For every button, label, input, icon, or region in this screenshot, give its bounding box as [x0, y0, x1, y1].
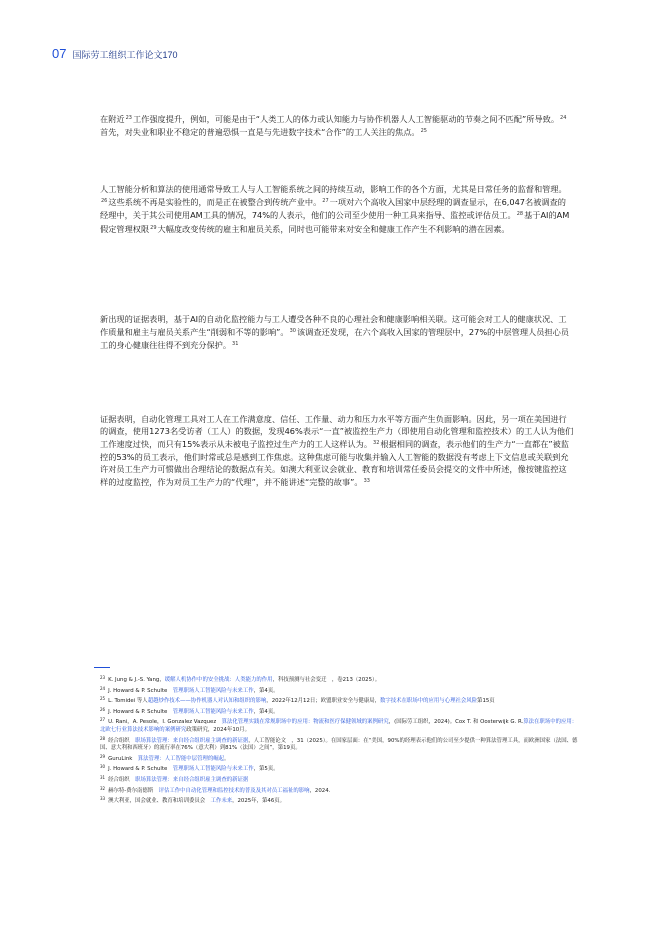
citation-link[interactable]: 职场算法管理：来自经合组织雇主调查的新证据: [135, 776, 249, 783]
page-number: 07: [52, 46, 67, 61]
footnote-ref[interactable]: 30: [289, 328, 296, 335]
citation-link[interactable]: 算法管理：人工智能中层管理的崛起: [137, 755, 225, 762]
running-title: 国际劳工组织工作论文170: [72, 50, 178, 60]
footnote-ref[interactable]: 31: [232, 341, 239, 348]
citation-link[interactable]: 职场算法管理：来自经合组织雇主调查的新证据: [135, 737, 249, 744]
citation-link[interactable]: 管理职场人工智能风险与未来工作: [172, 708, 254, 715]
citation-link[interactable]: 算法化管理实践在常规职场中的应用：物流和医疗保健领域的案例研究: [221, 719, 389, 726]
footnote-ref[interactable]: 28: [516, 211, 524, 218]
footnote: $^{24}$ J. Howard & P. Schulte 管理职场人工智能风险与未来工作，第4页。: [100, 685, 279, 694]
footnote-ref[interactable]: 33: [363, 478, 370, 485]
citation-link[interactable]: 算法在职场中的应用：北欧七行业算法技术影响的案例研究: [100, 719, 578, 733]
footnote: $^{30}$ J. Howard & P. Schulte 管理职场人工智能风险与未来工作，第5页。: [100, 764, 279, 773]
footnote-ref[interactable]: 25: [420, 128, 427, 135]
footnote: $^{27}$ U. Rani，A. Pesole，I. Gonzalez Vazquez 算法化管理实践在常规职场中的应用：物流和医疗保健领域的案例研究，(国际劳工组织，2024)。Cox T. 和 Oosterwijk G. R.算法在职场中的应用：北欧七行业算法技术影响的案例研究政策研究，2024年10月。: [100, 717, 578, 733]
paragraph-2: 人工智能分析和算法的使用通常导致工人与人工智能系统之间的持续互动，影响工作的各个方面，尤其是日常任务的监督和管理。$^{26}$这些系统不再是实验性的，而是正在被整合到传统产业中。$^{27}$一项对六个高收入国家中层经理的调查显示，在6,047名被调查的经理中，关于其公司使用AM工具的情况，74%的人表示，他们的公司至少使用一种工具来指导、监控或评估员工。$^{28}$基于AI的AM假定管理权限$^{29}$大幅度改变传统的雇主和雇员关系，同时也可能带来对安全和健康工作产生不利影响的潜在因素。: [100, 184, 570, 234]
footnote-ref[interactable]: 26: [101, 198, 108, 205]
footnotes: [100, 674, 580, 806]
citation-link[interactable]: 评估工作中自动化管理和监控技术的普及及其对员工福祉的影响: [158, 787, 310, 794]
footnote: $^{33}$ 澳大利亚，国会就业、教育和培训委员会 工作未来，2025年，第46页。: [100, 796, 286, 805]
paragraph-1: 在附近$^{23}$工作强度提升，例如，可能是由于“人类工人的体力或认知能力与协作机器人人工智能驱动的节奏之间不匹配”所导致。$^{24}$首先，对失业和职业不稳定的普遍恐惧一直是与先进数字技术“合作”的工人关注的焦点。$^{25}$: [100, 114, 567, 138]
footnote: $^{31}$ 经合组织 职场算法管理：来自经合组织雇主调查的新证据: [100, 774, 249, 783]
footnote-ref[interactable]: 23: [125, 115, 132, 121]
running-header: [52, 46, 178, 61]
footnote-ref[interactable]: 24: [560, 115, 567, 121]
paragraph-3: 新出现的证据表明，基于AI的自动化监控能力与工人遭受各种不良的心理社会和健康影响相关联。这可能会对工人的健康状况、工作质量和雇主与雇员关系产生“削弱和不等的影响”。$^{30}$该调查还发现，在六个高收入国家的管理层中，27%的中层管理人员担心员工的身心健康往往得不到充分保护。$^{31}$: [100, 314, 569, 351]
footnote: $^{29}$ GuruLink 算法管理：人工智能中层管理的崛起。: [100, 753, 230, 762]
footnote: $^{23}$ K. Jung & J.-S. Yang，缓解人机协作中的安全挑战：人类能力的作用，科技预测与社会变迁 ，卷213（2025）。: [100, 675, 381, 683]
footnote-ref[interactable]: 27: [322, 198, 329, 205]
footnote-ref[interactable]: 32: [373, 440, 380, 447]
paragraph-4: 证据表明，自动化管理工具对工人在工作满意度、信任、工作量、动力和压力水平等方面产生负面影响。因此，另一项在美国进行的调查，使用1273名受访者（工人）的数据，发现46%表示“一直”被监控生产力（即使用自动化管理和监控技术）的工人认为他们工作速度过快，而只有15%表示从未被电子监控过生产力的工人这样认为。$^{32}$根据相同的调查，表示他们的生产力“一直都在”被监控的53%的员工表示，他们时常或总是感到工作焦虑。这种焦虑可能与收集并输入人工智能的数据没有考虑上下文信息或关联到允许对员工生产力可惯做出合理结论的数据点有关。如澳大利亚议会就业、教育和培训常任委员会提交的文件中所述，像按键监控这样的过度监控，作为对员工生产力的“代理”，并不能讲述“完整的故事”。$^{33}$: [100, 414, 574, 488]
footnote-ref[interactable]: 29: [150, 224, 157, 231]
footnote: $^{32}$ 赫尔特-费尔南德斯 评估工作中自动化管理和监控技术的普及及其对员工福祉的影响，2024.: [100, 785, 331, 794]
citation-link[interactable]: 管理职场人工智能风险与未来工作: [172, 766, 254, 773]
citation-link[interactable]: 数字技术在职场中的应用与心理社会风险: [380, 698, 478, 705]
footnote-divider: [94, 667, 110, 668]
citation-link[interactable]: 缓解人机协作中的安全挑战：人类能力的作用: [164, 677, 273, 683]
citation-link[interactable]: 管理职场人工智能风险与未来工作: [172, 687, 254, 694]
citation-link[interactable]: 工作未来: [210, 798, 233, 805]
footnote: $^{26}$ J. Howard & P. Schulte 管理职场人工智能风险与未来工作，第4页。: [100, 706, 279, 715]
footnote: $^{28}$ 经合组织 职场算法管理：来自经合组织雇主调查的新证据，人工智能论文 ，31（2025）。在国家层面：在“美国，90%的经理表示他们的公司至少提供一种算法管理工具，而欧洲国家（法国、德国、意大利和西班牙）的流行率在76%（意大利）到81%（法国）之间”，第19页。: [100, 735, 578, 752]
footnote: $^{25}$ L. Tomidei 等人超越炒作技术——协作机器人对认知和组织的影响，2022年12月12日；欧盟职业安全与健康局，数字技术在职场中的应用与心理社会风险第15页: [100, 696, 495, 705]
citation-link[interactable]: 超越炒作技术——协作机器人对认知和组织的影响: [147, 698, 267, 705]
